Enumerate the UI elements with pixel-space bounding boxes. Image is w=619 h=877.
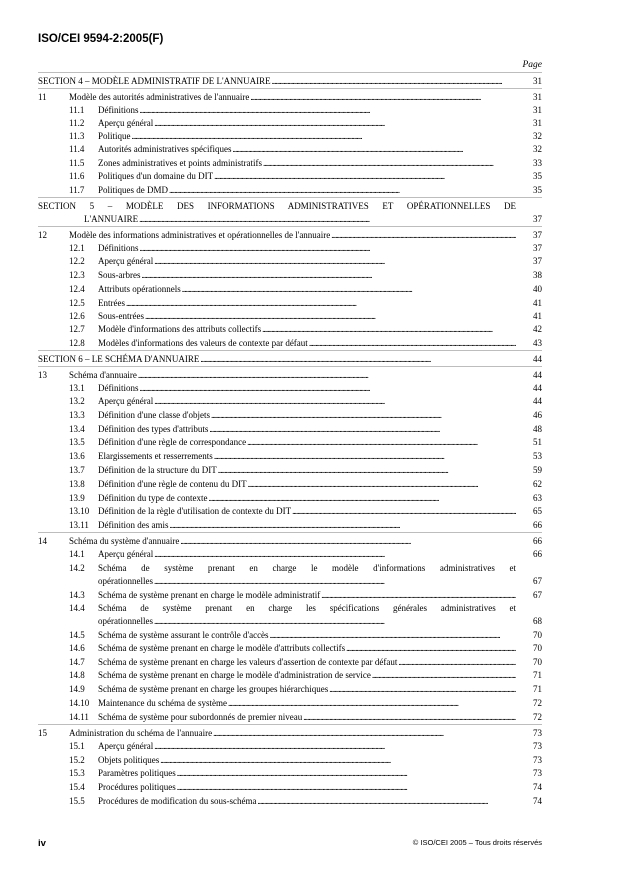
toc-entry-page: 73 [533, 728, 542, 738]
toc-entry-page: 72 [533, 698, 542, 708]
toc-entry[interactable] [38, 492, 542, 504]
toc-entry-number: 11.7 [69, 185, 85, 195]
toc-entry-page: 31 [533, 76, 542, 86]
toc-entry[interactable] [38, 184, 542, 196]
dot-leader [213, 727, 516, 739]
toc-entry-number: 11.4 [69, 144, 85, 154]
toc-entry[interactable] [38, 754, 542, 766]
toc-entry[interactable] [38, 423, 542, 435]
toc-entry-title: SECTION 5 – MODÈLE DES INFORMATIONS ADMINISTRATIVES ET OPÉRATIONNELLES DE [38, 201, 516, 211]
dot-leader [321, 589, 516, 601]
toc-entry-number: 13.2 [69, 396, 85, 406]
dot-leader [182, 283, 516, 295]
toc-entry[interactable] [38, 629, 542, 641]
toc-entry[interactable] [38, 478, 542, 490]
toc-entry-title: Administration du schéma de l'annuaire [69, 728, 213, 738]
toc-entry[interactable] [38, 548, 542, 560]
toc-entry-title: opérationnelles [98, 576, 153, 586]
toc-entry-title: Schéma de système prenant en charge les valeurs d'assertion de contexte par défaut [98, 657, 398, 667]
toc-entry-title: Objets politiques [98, 755, 160, 765]
dot-leader [309, 337, 516, 349]
toc-entry[interactable] [38, 795, 542, 807]
dot-leader [228, 697, 516, 709]
toc-entry-title: Définitions [98, 105, 139, 115]
dot-leader [142, 269, 517, 281]
toc-entry-title: Schéma de système prenant en charge les groupes hiérarchiques [98, 684, 329, 694]
toc-entry-number: 13.4 [69, 424, 85, 434]
dot-leader [247, 436, 516, 448]
toc-entry-page: 35 [533, 185, 542, 195]
dot-leader [250, 91, 516, 103]
toc-entry-title: Procédures politiques [98, 782, 176, 792]
toc-entry[interactable] [38, 323, 542, 335]
dot-leader [248, 478, 516, 490]
toc-entry[interactable] [38, 519, 542, 531]
toc-entry[interactable] [38, 575, 542, 587]
toc-entry-title: Politiques de DMD [98, 185, 169, 195]
toc-entry-number: 13.1 [69, 383, 85, 393]
toc-entry-number: 11.2 [69, 118, 85, 128]
section-divider [38, 88, 542, 89]
toc-entry[interactable] [38, 464, 542, 476]
toc-entry[interactable] [38, 104, 542, 116]
dot-leader [138, 369, 516, 381]
dot-leader [132, 130, 516, 142]
toc-entry-page: 37 [533, 214, 542, 224]
toc-entry[interactable] [38, 727, 542, 739]
toc-entry[interactable] [38, 450, 542, 462]
toc-entry-title: Modèle des autorités administratives de l'annuaire [69, 92, 250, 102]
toc-entry-number: 14.11 [69, 712, 89, 722]
toc-entry-number: 14.4 [69, 603, 85, 613]
dot-leader [180, 535, 516, 547]
dot-leader [169, 184, 516, 196]
toc-entry-page: 65 [533, 506, 542, 516]
dot-leader [154, 740, 516, 752]
toc-entry-number: 14.9 [69, 684, 85, 694]
toc-entry[interactable] [38, 395, 542, 407]
section-divider [38, 72, 542, 73]
toc-entry[interactable] [38, 369, 542, 381]
toc-entry[interactable] [38, 669, 542, 681]
toc-entry[interactable] [38, 589, 542, 601]
dot-leader [140, 242, 517, 254]
toc-entry-title: Schéma d'annuaire [69, 370, 137, 380]
toc-entry-title: Aperçu général [98, 396, 154, 406]
toc-entry-number: 14 [38, 536, 47, 546]
toc-entry-page: 37 [533, 256, 542, 266]
toc-entry-page: 66 [533, 536, 542, 546]
toc-entry-title: Attributs opérationnels [98, 284, 181, 294]
toc-entry[interactable] [38, 505, 542, 517]
dot-leader [208, 492, 516, 504]
toc-entry-title: Aperçu général [98, 118, 154, 128]
toc-entry-title: Autorités administratives spécifiques [98, 144, 232, 154]
toc-entry-title: Schéma de système prenant en charge le modèle administratif [98, 590, 321, 600]
toc-entry-title: Schéma du système d'annuaire [69, 536, 180, 546]
dot-leader [331, 229, 516, 241]
toc-entry-title: Maintenance du schéma de système [98, 698, 227, 708]
toc-entry[interactable] [38, 642, 542, 654]
toc-entry-title: Définition de la règle d'utilisation de contexte du DIT [98, 506, 292, 516]
toc-entry-number: 13.5 [69, 437, 85, 447]
toc-entry[interactable] [38, 255, 542, 267]
toc-entry-page: 62 [533, 479, 542, 489]
toc-entry[interactable] [38, 781, 542, 793]
toc-entry-page: 66 [533, 520, 542, 530]
toc-entry-page: 70 [533, 643, 542, 653]
dot-leader [160, 754, 516, 766]
dot-leader [154, 575, 516, 587]
toc-entry-title: Définitions [98, 243, 139, 253]
dot-leader [329, 683, 516, 695]
toc-entry[interactable] [38, 310, 542, 322]
toc-entry[interactable] [38, 740, 542, 752]
dot-leader [177, 767, 516, 779]
toc-entry[interactable] [38, 382, 542, 394]
toc-entry-title: opérationnelles [98, 616, 153, 626]
section-divider [38, 366, 542, 367]
toc-entry-number: 12.5 [69, 298, 85, 308]
dot-leader [154, 255, 516, 267]
toc-entry-number: 14.10 [69, 698, 90, 708]
toc-entry-number: 15 [38, 728, 47, 738]
toc-entry-number: 11.1 [69, 105, 85, 115]
toc-entry-number: 14.5 [69, 630, 85, 640]
toc-entry-page: 44 [533, 396, 542, 406]
toc-entry-page: 37 [533, 243, 542, 253]
toc-entry-number: 14.7 [69, 657, 85, 667]
toc-entry-title: Schéma de système prenant en charge le modèle d'attributs collectifs [98, 643, 346, 653]
toc-entry-number: 13.10 [69, 506, 90, 516]
toc-entry-page: 41 [533, 311, 542, 321]
toc-entry-number: 13 [38, 370, 47, 380]
toc-entry-title: Définition d'une règle de correspondance [98, 437, 247, 447]
toc-entry-page: 42 [533, 324, 542, 334]
toc-entry-number: 12.4 [69, 284, 85, 294]
dot-leader [372, 669, 516, 681]
toc-entry[interactable] [38, 91, 542, 103]
toc-entry-page: 44 [533, 354, 542, 364]
toc-entry-number: 11.6 [69, 171, 85, 181]
toc-entry-title: Sous-entrées [98, 311, 144, 321]
toc-entry-page: 63 [533, 493, 542, 503]
toc-entry-title: Schéma de système prenant en charge le modèle d'administration de service [98, 670, 371, 680]
toc-entry[interactable] [38, 269, 542, 281]
toc-entry-title: Modèles d'informations des valeurs de contexte par défaut [98, 338, 308, 348]
toc-entry-page: 38 [533, 270, 542, 280]
toc-entry[interactable] [38, 353, 542, 365]
toc-entry-page: 68 [533, 616, 542, 626]
section-divider [38, 724, 542, 725]
toc-entry[interactable] [38, 615, 542, 627]
toc-entry-page: 74 [533, 782, 542, 792]
toc-entry-number: 13.11 [69, 520, 89, 530]
document-id: ISO/CEI 9594-2:2005(F) [38, 33, 164, 45]
section-divider [38, 350, 542, 351]
toc-entry-number: 13.9 [69, 493, 85, 503]
toc-entry-page: 73 [533, 741, 542, 751]
toc-entry-title: Aperçu général [98, 256, 154, 266]
toc-entry-number: 14.2 [69, 563, 85, 573]
toc-entry[interactable] [38, 143, 542, 155]
dot-leader [346, 642, 516, 654]
toc-entry-page: 46 [533, 410, 542, 420]
toc-entry-number: 12 [38, 230, 47, 240]
toc-entry[interactable] [38, 130, 542, 142]
toc-entry-title: Schéma de système assurant le contrôle d'accès [98, 630, 269, 640]
dot-leader [140, 104, 517, 116]
dot-leader [140, 382, 517, 394]
toc-entry-number: 13.6 [69, 451, 85, 461]
dot-leader [214, 170, 516, 182]
toc-entry[interactable] [38, 213, 542, 225]
toc-entry-page: 71 [533, 670, 542, 680]
toc-entry-page: 32 [533, 144, 542, 154]
toc-entry-number: 15.3 [69, 768, 85, 778]
toc-entry-page: 32 [533, 131, 542, 141]
page-column-label: Page [522, 60, 542, 70]
dot-leader [154, 615, 516, 627]
dot-leader [154, 117, 516, 129]
toc-entry-page: 40 [533, 284, 542, 294]
toc-entry-title: Schéma de système pour subordonnés de premier niveau [98, 712, 303, 722]
toc-entry-title: Définition de la structure du DIT [98, 465, 217, 475]
toc-entry-number: 11 [38, 92, 47, 102]
toc-entry-page: 66 [533, 549, 542, 559]
toc-entry-title: Définition des amis [98, 520, 169, 530]
dot-leader [139, 213, 516, 225]
toc-entry[interactable] [38, 337, 542, 349]
toc-entry-number: 12.6 [69, 311, 85, 321]
toc-entry-number: 13.7 [69, 465, 85, 475]
toc-entry-title: L'ANNUAIRE [84, 214, 139, 224]
dot-leader [232, 143, 516, 155]
toc-entry-title: Elargissements et resserrements [98, 451, 213, 461]
dot-leader [209, 423, 516, 435]
toc-entry-page: 74 [533, 796, 542, 806]
toc-entry[interactable] [38, 697, 542, 709]
toc-entry-page: 70 [533, 657, 542, 667]
dot-leader [214, 450, 516, 462]
dot-leader [303, 711, 516, 723]
dot-leader [272, 75, 516, 87]
dot-leader [200, 353, 516, 365]
toc-entry-title: Définition d'une règle de contenu du DIT [98, 479, 247, 489]
toc-entry-page: 43 [533, 338, 542, 348]
toc-entry-title: Définition du type de contexte [98, 493, 208, 503]
dot-leader [262, 323, 516, 335]
toc-entry-number: 14.6 [69, 643, 85, 653]
dot-leader [177, 781, 516, 793]
toc-entry-page: 31 [533, 118, 542, 128]
toc-entry-title: Entrées [98, 298, 125, 308]
toc-entry-number: 12.1 [69, 243, 85, 253]
toc-entry-title: Politiques d'un domaine du DIT [98, 171, 214, 181]
dot-leader [154, 548, 516, 560]
dot-leader [270, 629, 516, 641]
copyright-notice: © ISO/CEI 2005 – Tous droits réservés [412, 838, 542, 847]
toc-entry[interactable] [38, 75, 542, 87]
dot-leader [218, 464, 516, 476]
toc-entry[interactable] [38, 170, 542, 182]
toc-entry[interactable] [38, 283, 542, 295]
toc-entry[interactable] [38, 602, 542, 614]
toc-entry-number: 15.1 [69, 741, 85, 751]
toc-entry[interactable] [38, 711, 542, 723]
toc-entry-title: Définition d'une classe d'objets [98, 410, 210, 420]
dot-leader [257, 795, 516, 807]
toc-entry-number: 13.8 [69, 479, 85, 489]
section-divider [38, 532, 542, 533]
toc-entry-title: Aperçu général [98, 741, 154, 751]
toc-entry-title: Zones administratives et points administratifs [98, 158, 262, 168]
toc-entry-title: Modèle d'informations des attributs collectifs [98, 324, 262, 334]
toc-entry-title: Définitions [98, 383, 139, 393]
dot-leader [292, 505, 516, 517]
toc-entry[interactable] [38, 157, 542, 169]
toc-entry-title: Aperçu général [98, 549, 154, 559]
toc-entry-page: 44 [533, 383, 542, 393]
toc-entry[interactable] [38, 767, 542, 779]
toc-entry-title: Schéma de système prenant en charge les spécifications générales administratives et [98, 603, 516, 613]
toc-entry-page: 67 [533, 576, 542, 586]
toc-entry-title: Procédures de modification du sous-schéma [98, 796, 257, 806]
toc-entry[interactable] [38, 297, 542, 309]
toc-entry-page: 31 [533, 92, 542, 102]
dot-leader [154, 395, 516, 407]
toc-entry[interactable] [38, 535, 542, 547]
toc-entry[interactable] [38, 242, 542, 254]
toc-entry-number: 14.8 [69, 670, 85, 680]
toc-entry-page: 33 [533, 158, 542, 168]
toc-entry-page: 73 [533, 755, 542, 765]
toc-entry-page: 48 [533, 424, 542, 434]
toc-entry-number: 12.3 [69, 270, 85, 280]
toc-entry-number: 12.7 [69, 324, 85, 334]
toc-entry-page: 35 [533, 171, 542, 181]
toc-entry-number: 11.3 [69, 131, 85, 141]
dot-leader [170, 519, 517, 531]
toc-entry-page: 37 [533, 230, 542, 240]
toc-entry-number: 14.1 [69, 549, 85, 559]
toc-entry[interactable] [38, 229, 542, 241]
toc-entry[interactable] [38, 117, 542, 129]
toc-entry-page: 44 [533, 370, 542, 380]
toc-entry-page: 70 [533, 630, 542, 640]
toc-entry[interactable] [38, 409, 542, 421]
toc-entry-title: Paramètres politiques [98, 768, 176, 778]
toc-entry-page: 71 [533, 684, 542, 694]
toc-entry[interactable] [38, 656, 542, 668]
toc-entry-title: Sous-arbres [98, 270, 141, 280]
section-divider [38, 226, 542, 227]
toc-entry[interactable] [38, 683, 542, 695]
toc-entry-title: Modèle des informations administratives et opérationnelles de l'annuaire [69, 230, 331, 240]
toc-entry-page: 41 [533, 298, 542, 308]
toc-entry-page: 31 [533, 105, 542, 115]
toc-entry-title: SECTION 6 – LE SCHÉMA D'ANNUAIRE [38, 354, 200, 364]
page-number: iv [38, 838, 46, 849]
toc-entry-title: Définition des types d'attributs [98, 424, 209, 434]
dot-leader [126, 297, 516, 309]
toc-entry-number: 12.8 [69, 338, 85, 348]
toc-entry-page: 73 [533, 768, 542, 778]
toc-entry-number: 15.2 [69, 755, 85, 765]
toc-entry-number: 15.5 [69, 796, 85, 806]
dot-leader [145, 310, 516, 322]
toc-entry-page: 51 [533, 437, 542, 447]
toc-entry-number: 13.3 [69, 410, 85, 420]
toc-entry-page: 67 [533, 590, 542, 600]
toc-entry[interactable] [38, 436, 542, 448]
toc-entry-page: 59 [533, 465, 542, 475]
dot-leader [211, 409, 516, 421]
dot-leader [398, 656, 516, 668]
toc-entry[interactable] [38, 200, 542, 212]
toc-entry-title: SECTION 4 – MODÈLE ADMINISTRATIF DE L'ANNUAIRE [38, 76, 271, 86]
toc-entry[interactable] [38, 562, 542, 574]
toc-entry-number: 11.5 [69, 158, 85, 168]
toc-entry-page: 72 [533, 712, 542, 722]
toc-entry-number: 15.4 [69, 782, 85, 792]
section-divider [38, 197, 542, 198]
toc-entry-title: Politique [98, 131, 131, 141]
toc-entry-page: 53 [533, 451, 542, 461]
dot-leader [263, 157, 516, 169]
toc-entry-title: Schéma de système prenant en charge le modèle d'informations administratives et [98, 563, 516, 573]
toc-entry-number: 12.2 [69, 256, 85, 266]
toc-entry-number: 14.3 [69, 590, 85, 600]
